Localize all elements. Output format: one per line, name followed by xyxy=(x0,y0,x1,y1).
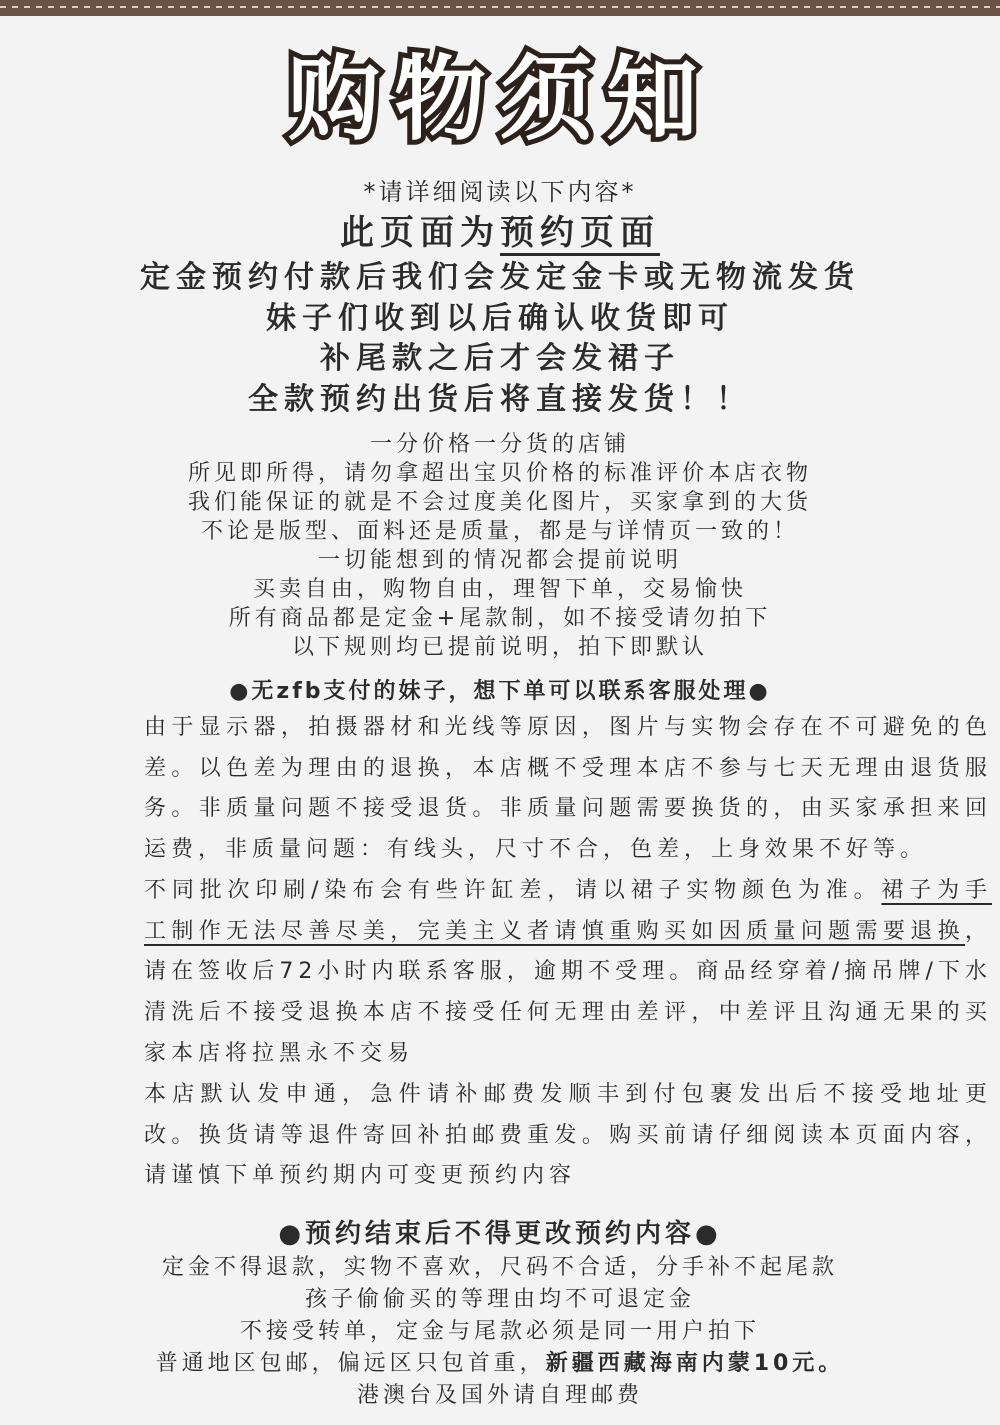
intro-line: 所有商品都是定金+尾款制，如不接受请勿拍下 xyxy=(228,606,772,631)
intro-line: 不论是版型、面料还是质量，都是与详情页一致的！ xyxy=(200,519,799,544)
final-line: 不接受转单，定金与尾款必须是同一用户拍下 xyxy=(239,1319,760,1344)
intro-line: 买卖自由，购物自由，理智下单，交易愉快 xyxy=(252,577,747,602)
title-container xyxy=(0,40,1000,160)
intro-line: 以下规则均已提前说明，拍下即默认 xyxy=(291,635,708,660)
intro-line: 一切能想到的情况都会提前说明 xyxy=(317,548,682,573)
final-line: 港澳台及国外请自理邮费 xyxy=(356,1383,643,1408)
page-title: 购物须知 xyxy=(287,46,712,153)
top-border xyxy=(0,0,1000,16)
intro-line: 一分价格一分货的店铺 xyxy=(369,432,630,457)
final-line: 孩子偷偷买的等理由均不可退定金 xyxy=(304,1287,695,1312)
header-line-5: 全款预约出货后将直接发货！！ xyxy=(248,382,752,417)
paragraph-color-difference: 由于显示器，拍摄器材和光线等原因，图片与实物会存在不可避免的色差。以色差为理由的退换，本店概不受理本店不参与七天无理由退货服务。非质量问题不接受退货。非质量问题需要换货的，由买家承担来回运费，非质量问题：有线头，尺寸不合，色差，上身效果不好等。 xyxy=(144,715,992,863)
paragraph-returns xyxy=(88,871,992,1075)
intro-lines xyxy=(0,430,1000,662)
header-line-2: 定金预约付款后我们会发定金卡或无物流发货 xyxy=(140,260,860,295)
paragraph-returns-a: 不同批次印刷/染布会有些许缸差，请以裙子实物颜色为准。 xyxy=(144,878,882,903)
paragraph-returns-c: ，请在签收后72小时内联系客服，逾期不受理。商品经穿着/摘吊牌/下水清洗后不接受退换本店不接受任何无理由差评，中差评且沟通无果的买家本店将拉黑永不交易 xyxy=(144,918,992,1066)
header-line-3: 妹子们收到以后确认收货即可 xyxy=(266,301,734,336)
final-line-shipping xyxy=(0,1348,1000,1380)
section-heading-payment: ●无zfb支付的妹子，想下单可以联系客服处理● xyxy=(229,679,771,704)
section-heading-reservation: ●预约结束后不得更改预约内容● xyxy=(278,1219,722,1249)
final-lines xyxy=(0,1252,1000,1412)
final-line: 定金不得退款，实物不喜欢，尺码不合适，分手补不起尾款 xyxy=(161,1255,838,1280)
paragraph-returns-underlined: 裙子为手工制作无法尽善尽美，完美主义者请慎重购买如因质量问题需要退换 xyxy=(144,878,992,944)
header-line-1-b: 预约页面 xyxy=(500,213,660,256)
header-line-1 xyxy=(0,205,1000,254)
paragraph-shipping: 本店默认发申通，急件请补邮费发顺丰到付包裹发出后不接受地址更改。换货请等退件寄回补拍邮费重发。购买前请仔细阅读本页面内容，请谨慎下单预约期内可变更预约内容 xyxy=(144,1082,992,1189)
final-line-shipping-a: 普通地区包邮，偏远区只包首重， xyxy=(155,1351,546,1376)
header-line-1-a: 此页面为 xyxy=(340,213,500,253)
intro-line: 所见即所得，请勿拿超出宝贝价格的标准评价本店衣物 xyxy=(187,461,812,486)
final-line-shipping-b: 新疆西藏海南内蒙10元。 xyxy=(545,1351,845,1376)
intro-line: 我们能保证的就是不会过度美化图片，买家拿到的大货 xyxy=(187,490,812,515)
subtitle: *请详细阅读以下内容* xyxy=(363,178,637,206)
header-line-4: 补尾款之后才会发裙子 xyxy=(320,341,680,376)
